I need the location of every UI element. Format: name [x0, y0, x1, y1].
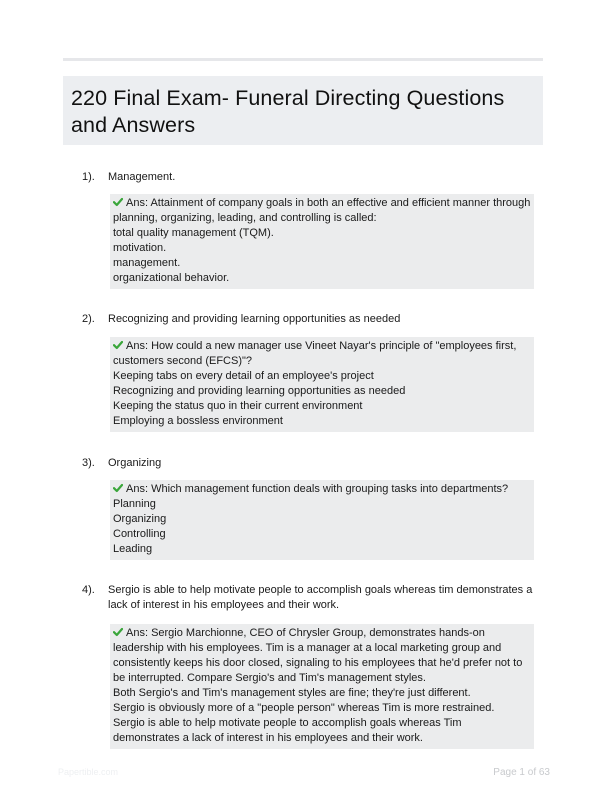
- answer-prompt: Ans: How could a new manager use Vineet Nayar's principle of "employees first, customers second (EFCS)"?: [113, 340, 517, 367]
- answer-prompt: Ans: Attainment of company goals in both an effective and efficient manner through planning, organizing, leading, and controlling is called:: [113, 197, 531, 224]
- answer-option: Controlling: [113, 528, 166, 540]
- answer-option: Keeping tabs on every detail of an employee's project: [113, 370, 374, 382]
- page-title: 220 Final Exam- Funeral Directing Questions and Answers: [71, 86, 505, 137]
- answer-line: [113, 626, 531, 686]
- footer-watermark: Papertible.com: [58, 767, 119, 777]
- question-number: 3).: [82, 457, 95, 469]
- question-number: 4).: [82, 584, 95, 596]
- answer-option: Planning: [113, 498, 156, 510]
- answer-line: [113, 196, 531, 226]
- check-icon: [113, 197, 123, 207]
- answer-box: [110, 337, 534, 432]
- answer-option: Sergio is able to help motivate people to accomplish goals whereas Tim demonstrates a lack of interest in his employees and their work.: [113, 717, 462, 744]
- answer-option: Recognizing and providing learning opportunities as needed: [113, 385, 406, 397]
- question-number: 1).: [82, 171, 95, 183]
- answer-prompt: Ans: Which management function deals with grouping tasks into departments?: [126, 483, 509, 495]
- answer-line: [113, 482, 531, 497]
- answer-option: Organizing: [113, 513, 167, 525]
- answer-option: Leading: [113, 543, 153, 555]
- answer-option: total quality management (TQM).: [113, 227, 274, 239]
- check-icon: [113, 483, 123, 493]
- check-icon: [113, 340, 123, 350]
- answer-box: [110, 480, 534, 560]
- question-answer: Recognizing and providing learning opportunities as needed: [108, 313, 401, 325]
- answer-option: organizational behavior.: [113, 272, 230, 284]
- top-divider: [63, 58, 543, 61]
- answer-box: [110, 624, 534, 749]
- answer-box: [110, 194, 534, 289]
- question-number: 2).: [82, 313, 95, 325]
- question-answer: Management.: [108, 171, 176, 183]
- page-number: Page 1 of 63: [493, 767, 550, 778]
- check-icon: [113, 627, 123, 637]
- question-answer: Organizing: [108, 457, 162, 469]
- answer-option: Sergio is obviously more of a "people person" whereas Tim is more restrained.: [113, 702, 495, 714]
- answer-option: motivation.: [113, 242, 167, 254]
- answer-option: Employing a bossless environment: [113, 415, 283, 427]
- answer-option: management.: [113, 257, 181, 269]
- question-answer: Sergio is able to help motivate people to accomplish goals whereas tim demonstrates a lack of interest in his employees and their work.: [108, 584, 533, 611]
- title-banner: [63, 76, 543, 145]
- answer-option: Both Sergio's and Tim's management styles are fine; they're just different.: [113, 687, 471, 699]
- answer-option: Keeping the status quo in their current environment: [113, 400, 363, 412]
- answer-prompt: Ans: Sergio Marchionne, CEO of Chrysler Group, demonstrates hands-on leadership with his employees. Tim is a manager at a local marketing group and consistently keeps his door closed, signaling to his employees that he'd prefer not to be interrupted. Compare Sergio's and Tim's management styles.: [113, 627, 523, 684]
- answer-line: [113, 339, 531, 369]
